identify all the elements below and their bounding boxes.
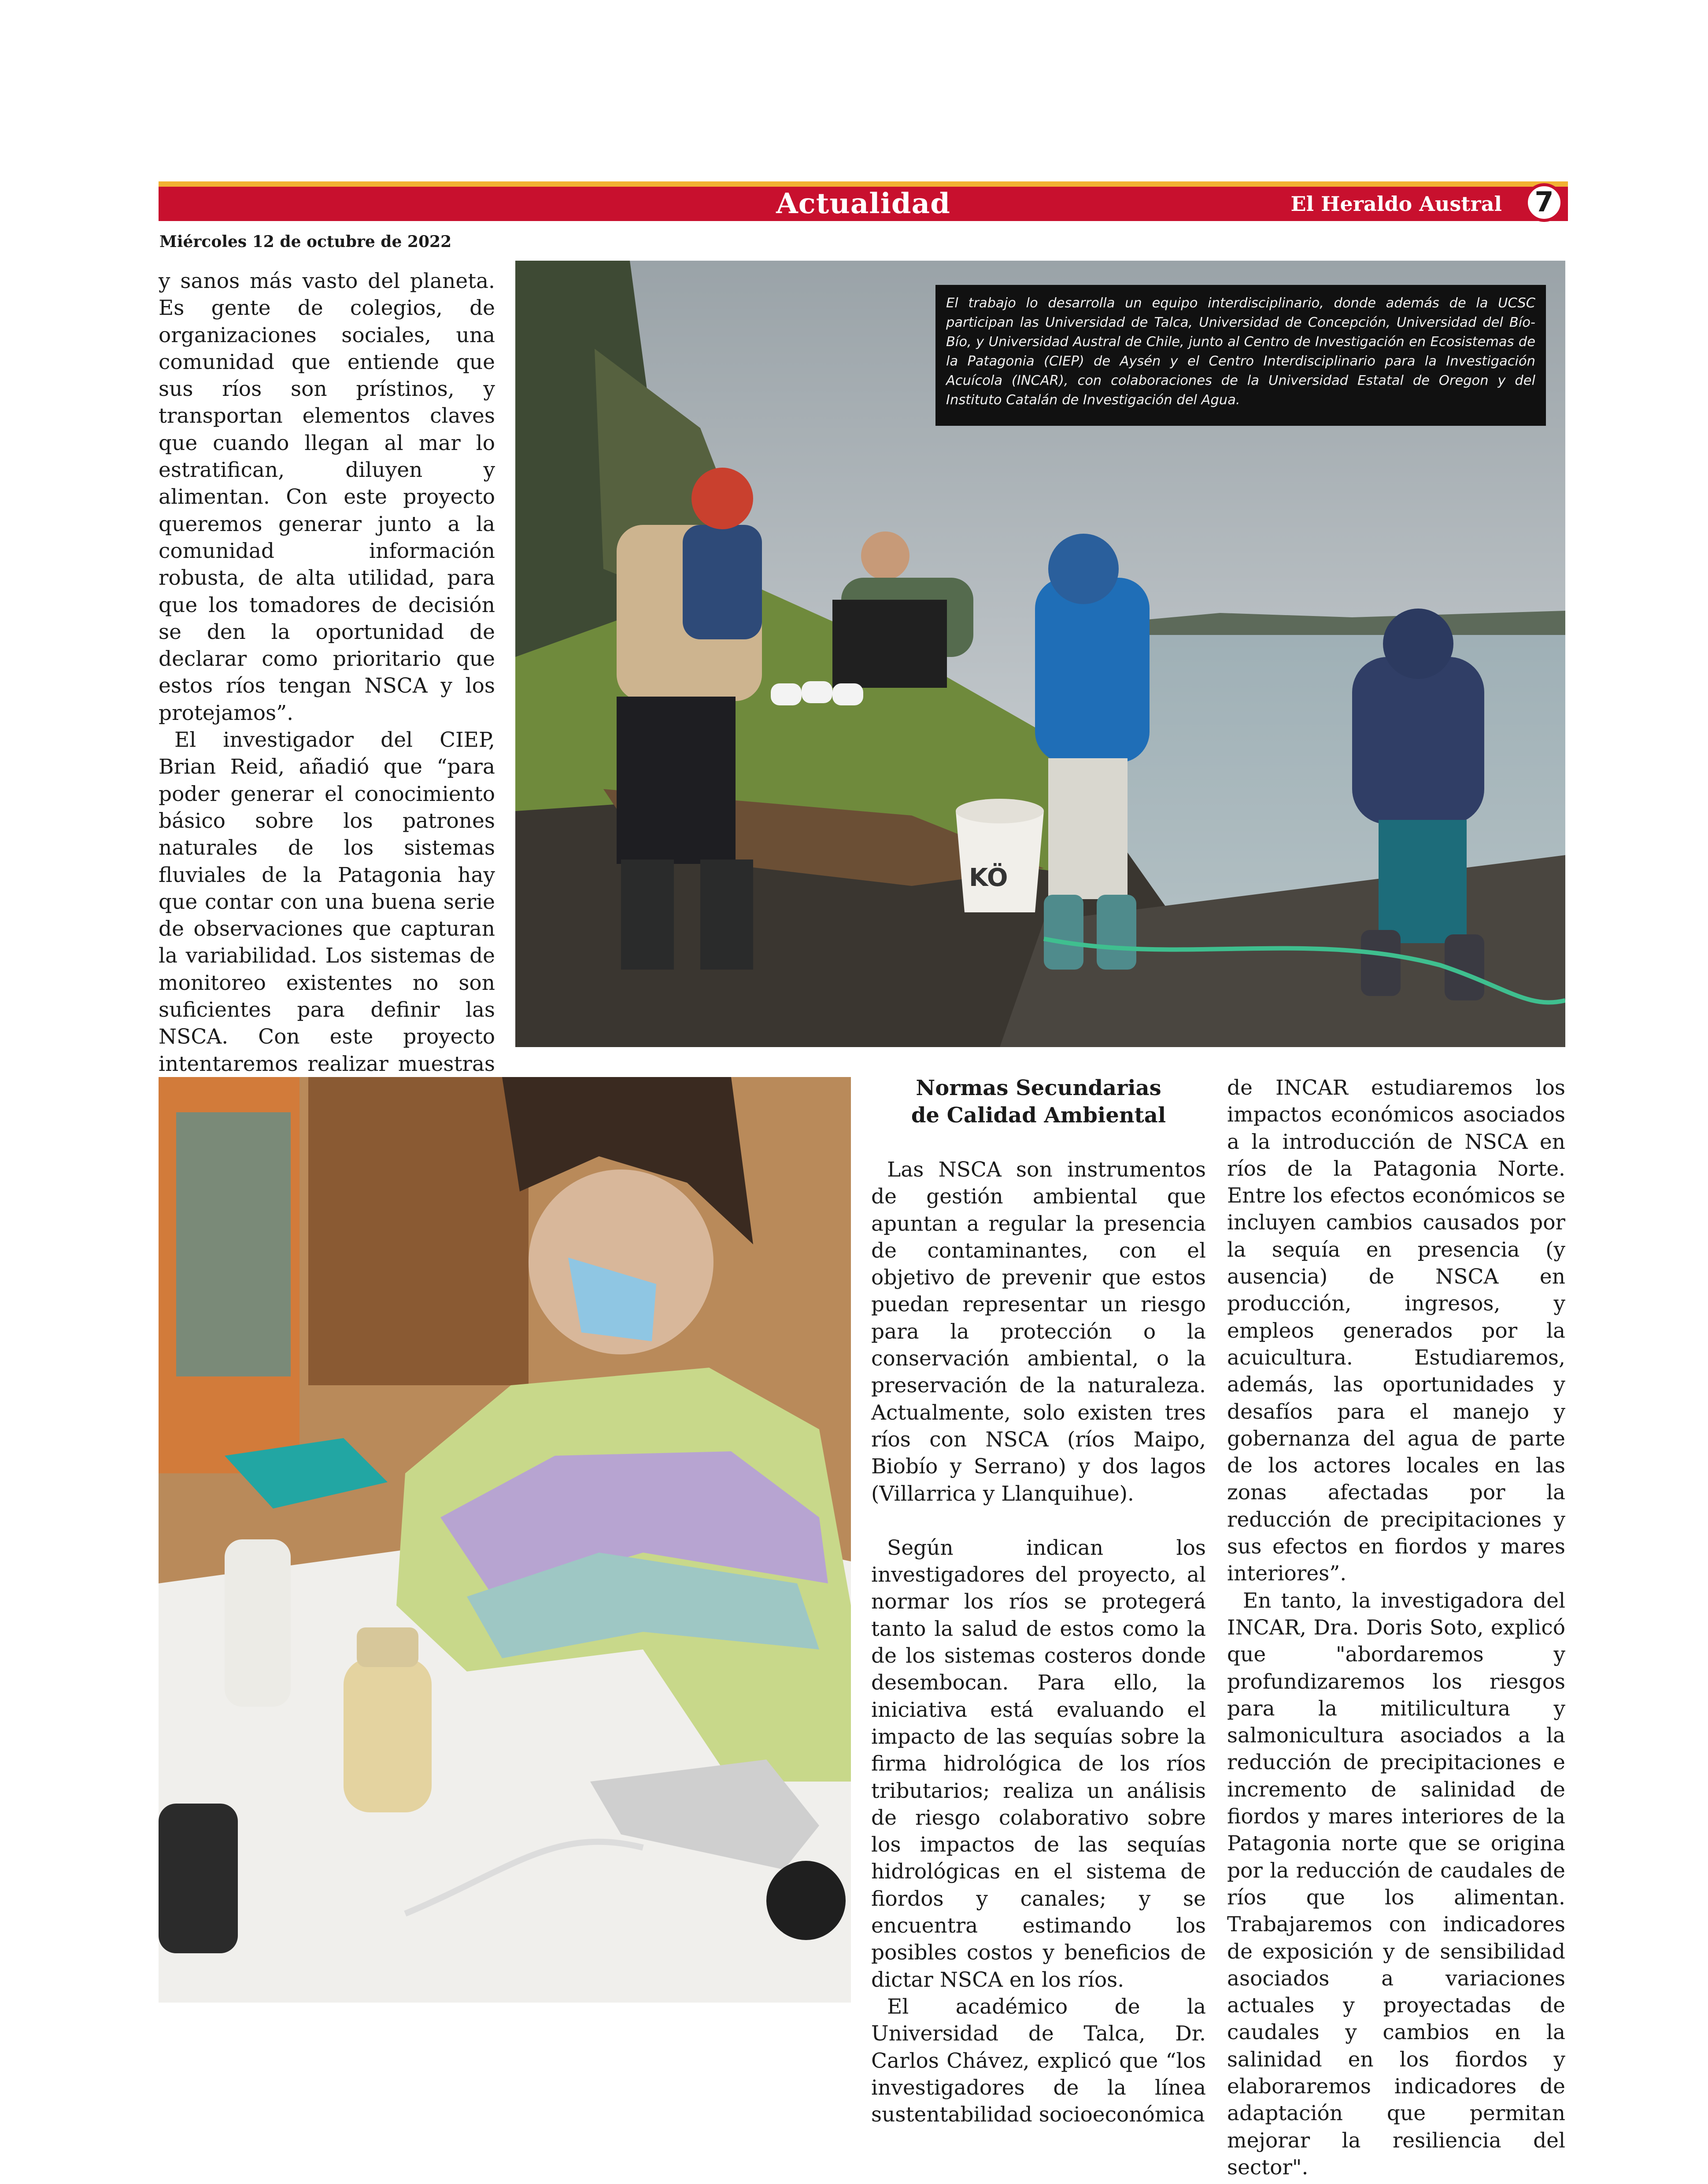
paragraph: Según indican los investigadores del proyecto, al normar los ríos se protegerá tanto la salud de estos como la de los sistemas costeros donde desembocan. Para ello, la iniciativa está evaluando el impacto de las sequías sobre la firma hidrológica de los ríos tributarios; realiza un análisis de riesgo colaborativo sobre los impactos de las sequías hidrológicas en el sistema de fiordos y canales; y se encuentra estimando los posibles costos y beneficios de dictar NSCA en los ríos. <box>871 1535 1206 1992</box>
publication-date <box>159 232 451 251</box>
lab-scene-illustration <box>159 1077 851 2003</box>
subheading-line-2: de Calidad Ambiental <box>911 1103 1166 1128</box>
section-subheading <box>871 1074 1206 1129</box>
subheading-line-1: Normas Secundarias <box>916 1076 1161 1100</box>
page-number-badge: 7 <box>1525 183 1564 222</box>
photo-caption: El trabajo lo desarrolla un equipo interdisciplinario, donde además de la UCSC participan las Universidad de Talca, Universidad de Concepción, Universidad del Bío-Bío, y Universidad Austral de Chile, junto al Centro de Investigación en Ecosistemas de la Patagonia (CIEP) de Aysén y el Centro Interdisciplinario para la Investigación Acuícola (INCAR), con colaboraciones de la Universidad Estatal de Oregon y del Instituto Catalán de Investigación del Agua. <box>935 285 1546 426</box>
date-month-year: de octubre de 2022 <box>280 232 452 251</box>
paragraph: y sanos más vasto del planeta. Es gente de colegios, de organizaciones sociales, una comunidad que entiende que sus ríos son prístinos, y transportan elementos claves que cuando llegan al mar lo estratifican, diluyen y alimentan. Con este proyecto queremos generar junto a la comunidad información robusta, de alta utilidad, para que los tomadores de decisión se den la oportunidad de declarar como prioritario que estos ríos tengan NSCA y los protejamos”. <box>159 269 495 725</box>
date-day: 12 <box>252 232 274 251</box>
paragraph: El investigador del CIEP, Brian Reid, añadió que “para poder generar el conocimiento básico sobre los patrones naturales de los sistemas fluviales de la Patagonia hay que contar con una buena serie de observaciones que capturan la variabilidad. Los sistemas de monitoreo existentes no son suficientes para definir las NSCA. Con este proyecto intentaremos realizar muestras <box>159 728 495 1076</box>
section-title: Actualidad <box>776 187 950 220</box>
paragraph: El académico de la Universidad de Talca, Dr. Carlos Chávez, explicó que “los investigadores de la línea sustentabilidad socioeconómica <box>871 1994 1206 2127</box>
paragraph: Las NSCA son instrumentos de gestión ambiental que apuntan a regular la presencia de contaminantes, con el objetivo de prevenir que estos puedan representar un riesgo para la protección o la conservación ambiental, o la preservación de la naturaleza. Actualmente, solo existen tres ríos con NSCA (ríos Maipo, Biobío y Serrano) y dos lagos (Villarrica y Llanquihue). <box>871 1158 1206 1506</box>
article-column-3 <box>1227 1074 1565 2181</box>
field-work-photo <box>515 261 1565 1047</box>
header-accent-stripe <box>159 181 1568 187</box>
article-column-2 <box>871 1074 1206 2128</box>
newspaper-name: El Heraldo Austral <box>1290 192 1502 216</box>
article-column-1 <box>159 268 495 1212</box>
lab-work-photo <box>159 1077 851 2003</box>
date-weekday: Miércoles <box>159 232 247 251</box>
paragraph: En tanto, la investigadora del INCAR, Dra. Doris Soto, explicó que "abordaremos y profundizaremos los riesgos para la mitilicultura y salmonicultura asociados a la reducción de precipitaciones e incremento de salinidad de fiordos y mares interiores de la Patagonia norte que se origina por la reducción de caudales de ríos que los alimentan. Trabajaremos con indicadores de exposición y de sensibilidad asociados a variaciones actuales y proyectadas de caudales y cambios en la salinidad en los fiordos y elaboraremos indicadores de adaptación que permitan mejorar la resiliencia del sector". <box>1227 1588 1565 2180</box>
bucket-label: KÖ <box>969 863 1008 892</box>
paragraph: de INCAR estudiaremos los impactos económicos asociados a la introducción de NSCA en ríos de la Patagonia Norte. Entre los efectos económicos se incluyen cambios causados por la sequía en presencia (y ausencia) de NSCA en producción, ingresos, y empleos generados por la acuicultura. Estudiaremos, además, las oportunidades y desafíos para el manejo y gobernanza del agua de parte de los actores locales en las zonas afectadas por la reducción de precipitaciones y sus efectos en fiordos y mares interiores”. <box>1227 1076 1565 1586</box>
